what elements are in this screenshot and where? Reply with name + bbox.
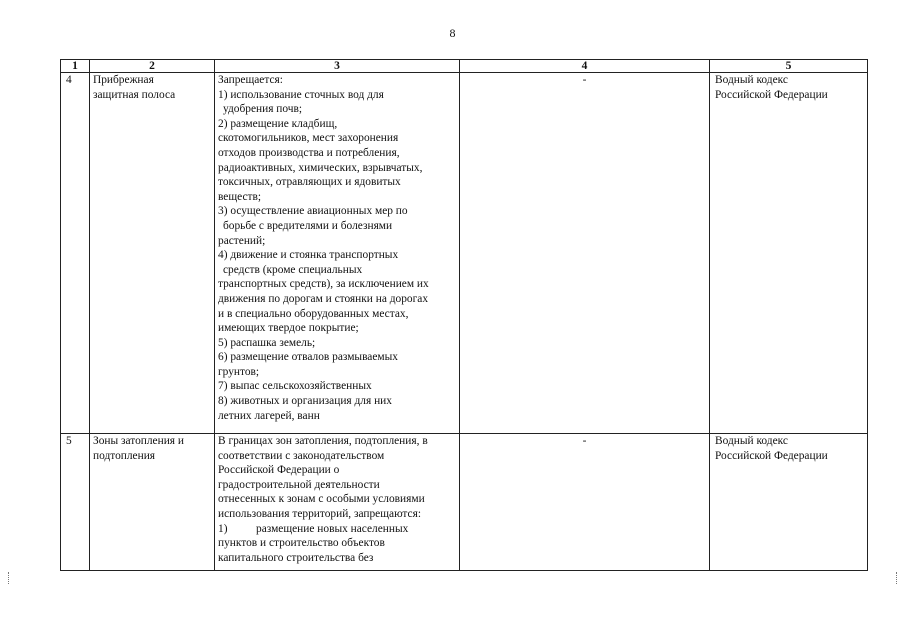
zone-name	[90, 73, 215, 434]
scan-edge-mark-right	[896, 572, 898, 584]
row-number: 5	[61, 434, 90, 571]
restriction-line: средств (кроме специальных	[223, 263, 363, 276]
restriction-line: отнесенных к зонам с особыми условиями	[218, 493, 425, 506]
law-reference-line: Российской Федерации	[715, 449, 828, 462]
restriction-line: веществ;	[218, 190, 262, 203]
column-4-value: -	[460, 73, 710, 434]
restriction-line: Запрещается:	[218, 74, 283, 86]
restriction-line: Российской Федерации о	[218, 464, 340, 477]
restriction-line: борьбе с вредителями и болезнями	[223, 219, 393, 232]
restriction-line: токсичных, отравляющих и ядовитых	[218, 176, 401, 189]
restriction-line: 1) использование сточных вод для	[218, 88, 384, 101]
restrictions-cell	[215, 73, 460, 434]
restriction-line: и в специально оборудованных местах,	[218, 307, 409, 320]
restriction-line: 6) размещение отвалов размываемых	[218, 351, 398, 364]
restriction-line: отходов производства и потребления,	[218, 146, 400, 159]
header-col-3: 3	[215, 60, 460, 73]
table-row	[61, 434, 868, 571]
restriction-item-number: 1)	[218, 522, 228, 535]
law-reference	[710, 434, 868, 571]
restriction-line: 7) выпас сельскохозяйственных	[218, 380, 372, 393]
header-col-4: 4	[460, 60, 710, 73]
header-col-5: 5	[710, 60, 868, 73]
table-row	[61, 73, 868, 434]
header-col-1: 1	[61, 60, 90, 73]
restriction-line: 2) размещение кладбищ,	[218, 117, 338, 130]
zone-name-line: подтопления	[93, 449, 156, 462]
restriction-line: градостроительной деятельности	[218, 478, 380, 491]
scan-edge-mark-left	[8, 572, 10, 584]
restriction-line: удобрения почв;	[223, 103, 303, 116]
restriction-line: движения по дорогам и стоянки на дорогах	[218, 292, 429, 305]
zone-name-line: Прибрежная	[93, 74, 154, 86]
zone-name-line: Зоны затопления и	[93, 435, 184, 447]
law-reference	[710, 73, 868, 434]
restriction-line: пунктов и строительство объектов	[218, 537, 385, 550]
zone-name-line: защитная полоса	[93, 88, 176, 101]
restriction-line: радиоактивных, химических, взрывчатых,	[218, 161, 423, 174]
law-reference-line: Водный кодекс	[715, 74, 788, 86]
restriction-line: соответствии с законодательством	[218, 449, 385, 462]
restriction-line: летних лагерей, ванн	[218, 409, 320, 422]
restriction-line: 8) животных и организация для них	[218, 395, 392, 408]
restriction-line: транспортных средств), за исключением их	[218, 278, 429, 291]
restriction-line: 3) осуществление авиационных мер по	[218, 205, 408, 218]
restriction-line: грунтов;	[218, 365, 260, 378]
law-reference-line: Водный кодекс	[715, 435, 788, 447]
column-4-value: -	[460, 434, 710, 571]
restrictions-cell	[215, 434, 460, 571]
header-col-2: 2	[90, 60, 215, 73]
page-number: 8	[449, 26, 456, 40]
restriction-line-text: размещение новых населенных	[256, 522, 409, 535]
restriction-line: использования территорий, запрещаются:	[218, 507, 422, 520]
zone-name	[90, 434, 215, 571]
restriction-line: капитального строительства без	[218, 551, 374, 564]
restriction-line: скотомогильников, мест захоронения	[218, 132, 399, 145]
restriction-line: 5) распашка земель;	[218, 336, 316, 349]
restriction-line	[218, 522, 456, 537]
restriction-line: растений;	[218, 234, 266, 247]
regulations-table	[60, 59, 868, 571]
table-header-row	[61, 60, 868, 73]
law-reference-line: Российской Федерации	[715, 88, 828, 101]
row-number: 4	[61, 73, 90, 434]
restriction-line: В границах зон затопления, подтопления, в	[218, 435, 428, 447]
restriction-line: 4) движение и стоянка транспортных	[218, 249, 399, 262]
restriction-line: имеющих твердое покрытие;	[218, 322, 359, 335]
